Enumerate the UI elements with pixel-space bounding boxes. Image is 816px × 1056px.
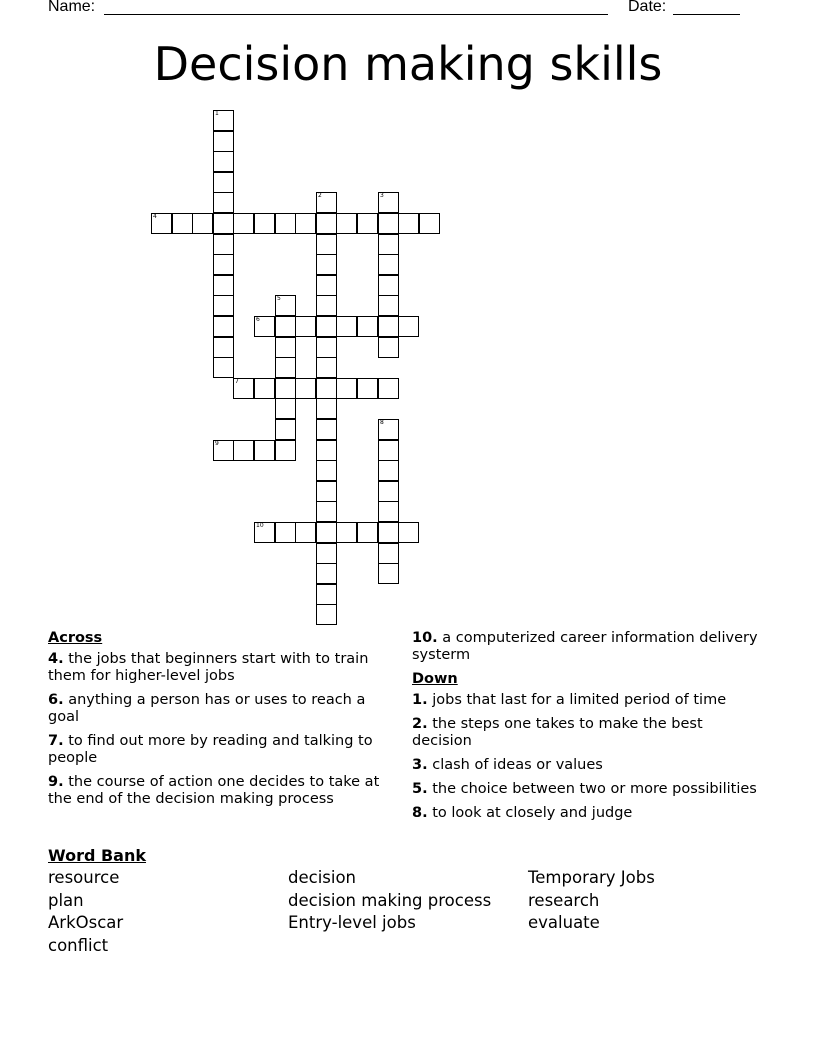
crossword-cell[interactable] [275, 337, 296, 358]
crossword-cell[interactable] [378, 522, 399, 543]
crossword-cell[interactable] [316, 275, 337, 296]
crossword-cell[interactable] [254, 378, 275, 399]
clue-text: to look at closely and judge [432, 805, 633, 821]
crossword-cell[interactable] [213, 131, 234, 152]
clue-number: 2. [412, 716, 428, 732]
crossword-cell[interactable] [213, 337, 234, 358]
date-label: Date: [628, 0, 667, 15]
crossword-cell[interactable] [316, 543, 337, 564]
crossword-cell[interactable] [213, 275, 234, 296]
page-title: Decision making skills [153, 37, 663, 91]
word-bank-item: conflict [48, 936, 109, 955]
crossword-cell[interactable] [275, 398, 296, 419]
clue-text: the choice between two or more possibilities [432, 781, 757, 797]
clue-number: 4. [48, 651, 64, 667]
crossword-cell[interactable] [316, 563, 337, 584]
crossword-cell[interactable] [275, 295, 296, 316]
cell-number: 10 [256, 522, 264, 529]
cell-number: 5 [277, 295, 281, 302]
crossword-cell[interactable] [233, 440, 254, 461]
word-bank-item: Entry-level jobs [288, 913, 416, 932]
crossword-cell[interactable] [419, 213, 440, 234]
crossword-cell[interactable] [213, 192, 234, 213]
cell-number: 1 [215, 110, 219, 117]
crossword-cell[interactable] [378, 275, 399, 296]
crossword-cell[interactable] [233, 378, 254, 399]
crossword-cell[interactable] [378, 543, 399, 564]
word-bank-item: research [528, 891, 600, 910]
cell-number: 4 [153, 213, 157, 220]
crossword-cell[interactable] [295, 316, 316, 337]
cell-number: 7 [235, 378, 239, 385]
word-bank-item: evaluate [528, 913, 600, 932]
crossword-cell[interactable] [398, 316, 419, 337]
crossword-cell[interactable] [357, 378, 378, 399]
clue-text: clash of ideas or values [432, 757, 603, 773]
crossword-cell[interactable] [213, 357, 234, 378]
clue-down-8 [412, 805, 762, 822]
clue-down-5 [412, 781, 762, 798]
crossword-cell[interactable] [275, 316, 296, 337]
crossword-cell[interactable] [336, 316, 357, 337]
word-bank-item: decision making process [288, 891, 492, 910]
clue-across-4 [48, 651, 388, 685]
name-label: Name: [48, 0, 96, 15]
crossword-cell[interactable] [316, 337, 337, 358]
crossword-cell[interactable] [378, 295, 399, 316]
crossword-cell[interactable] [254, 213, 275, 234]
crossword-cell[interactable] [378, 337, 399, 358]
crossword-cell[interactable] [357, 522, 378, 543]
clue-text: anything a person has or uses to reach a goal [48, 692, 366, 725]
crossword-cell[interactable] [316, 460, 337, 481]
crossword-cell[interactable] [378, 192, 399, 213]
crossword-cell[interactable] [316, 604, 337, 625]
name-date-header [48, 0, 768, 20]
crossword-cell[interactable] [378, 563, 399, 584]
down-heading: Down [412, 671, 458, 687]
clue-across-9 [48, 774, 388, 808]
crossword-cell[interactable] [275, 213, 296, 234]
crossword-cell[interactable] [316, 254, 337, 275]
crossword-cell[interactable] [213, 295, 234, 316]
crossword-cell[interactable] [151, 213, 172, 234]
crossword-cell[interactable] [316, 213, 337, 234]
crossword-cell[interactable] [378, 440, 399, 461]
clue-number: 1. [412, 692, 428, 708]
crossword-cell[interactable] [275, 440, 296, 461]
crossword-cell[interactable] [357, 316, 378, 337]
clue-number: 3. [412, 757, 428, 773]
clue-across-7 [48, 733, 388, 767]
clues-left-column [48, 630, 388, 815]
cell-number: 2 [318, 192, 322, 199]
crossword-cell[interactable] [378, 234, 399, 255]
clue-number: 5. [412, 781, 428, 797]
crossword-cell[interactable] [378, 254, 399, 275]
cell-number: 6 [256, 316, 260, 323]
crossword-cell[interactable] [254, 440, 275, 461]
crossword-cell[interactable] [213, 110, 234, 131]
crossword-cell[interactable] [275, 419, 296, 440]
crossword-cell[interactable] [275, 378, 296, 399]
crossword-cell[interactable] [254, 522, 275, 543]
word-bank [48, 846, 768, 955]
crossword-cell[interactable] [378, 501, 399, 522]
crossword-cell[interactable] [254, 316, 275, 337]
clue-down-1 [412, 692, 762, 709]
clue-text: jobs that last for a limited period of time [432, 692, 727, 708]
word-bank-item: plan [48, 891, 84, 910]
crossword-cell[interactable] [316, 501, 337, 522]
crossword-cell[interactable] [213, 254, 234, 275]
cell-number: 3 [380, 192, 384, 199]
crossword-cell[interactable] [172, 213, 193, 234]
crossword-cell[interactable] [316, 481, 337, 502]
crossword-cell[interactable] [316, 357, 337, 378]
clue-text: the steps one takes to make the best decision [412, 716, 703, 749]
cell-number: 8 [380, 419, 384, 426]
crossword-cell[interactable] [316, 522, 337, 543]
crossword-cell[interactable] [378, 213, 399, 234]
crossword-cell[interactable] [295, 378, 316, 399]
crossword-cell[interactable] [378, 316, 399, 337]
crossword-cell[interactable] [398, 213, 419, 234]
crossword-cell[interactable] [316, 419, 337, 440]
clue-text: the course of action one decides to take at the end of the decision making process [48, 774, 380, 807]
date-field[interactable] [673, 14, 740, 15]
crossword-cell[interactable] [213, 172, 234, 193]
crossword-cell[interactable] [316, 234, 337, 255]
across-heading: Across [48, 630, 103, 646]
clue-across-10 [412, 630, 762, 664]
clue-down-2 [412, 716, 762, 750]
clue-text: a computerized career information delivery systerm [412, 630, 758, 663]
crossword-cell[interactable] [275, 357, 296, 378]
crossword-cell[interactable] [233, 213, 254, 234]
crossword-cell[interactable] [295, 213, 316, 234]
clue-number: 9. [48, 774, 64, 790]
crossword-cell[interactable] [192, 213, 213, 234]
crossword-cell[interactable] [336, 522, 357, 543]
clue-number: 10. [412, 630, 438, 646]
crossword-cell[interactable] [398, 522, 419, 543]
word-bank-item: resource [48, 868, 120, 887]
clue-text: the jobs that beginners start with to train them for higher-level jobs [48, 651, 369, 684]
crossword-cell[interactable] [213, 213, 234, 234]
clue-down-3 [412, 757, 762, 774]
crossword-cell[interactable] [213, 234, 234, 255]
crossword-cell[interactable] [378, 419, 399, 440]
word-bank-item: ArkOscar [48, 913, 124, 932]
word-bank-heading: Word Bank [48, 846, 147, 865]
crossword-cell[interactable] [316, 398, 337, 419]
crossword-cell[interactable] [295, 522, 316, 543]
clue-number: 8. [412, 805, 428, 821]
crossword-cell[interactable] [316, 584, 337, 605]
crossword-cell[interactable] [357, 213, 378, 234]
clue-text: to find out more by reading and talking to people [48, 733, 373, 766]
clues-right-column [412, 630, 762, 829]
crossword-cell[interactable] [316, 316, 337, 337]
word-bank-item: Temporary Jobs [528, 868, 655, 887]
crossword-cell[interactable] [336, 213, 357, 234]
name-field[interactable] [104, 14, 608, 15]
crossword-cell[interactable] [316, 440, 337, 461]
clue-number: 6. [48, 692, 64, 708]
cell-number: 9 [215, 440, 219, 447]
crossword-cell[interactable] [316, 378, 337, 399]
crossword-cell[interactable] [378, 481, 399, 502]
crossword-cell[interactable] [213, 151, 234, 172]
crossword-cell[interactable] [275, 522, 296, 543]
crossword-cell[interactable] [336, 378, 357, 399]
crossword-cell[interactable] [213, 440, 234, 461]
clue-number: 7. [48, 733, 64, 749]
crossword-cell[interactable] [378, 460, 399, 481]
crossword-cell[interactable] [316, 192, 337, 213]
crossword-cell[interactable] [213, 316, 234, 337]
crossword-cell[interactable] [378, 378, 399, 399]
word-bank-item: decision [288, 868, 357, 887]
clue-across-6 [48, 692, 388, 726]
crossword-cell[interactable] [316, 295, 337, 316]
